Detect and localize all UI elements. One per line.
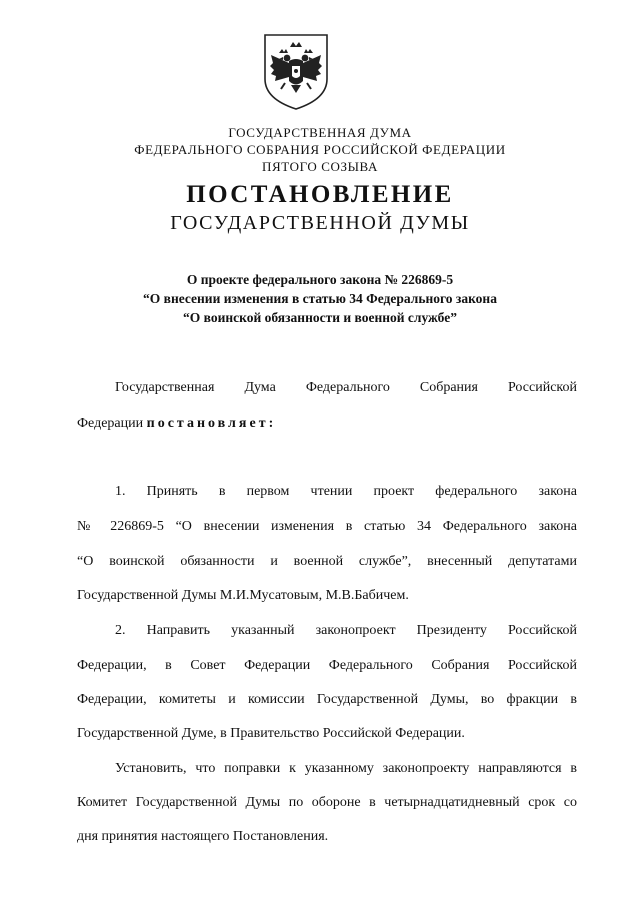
subject-line-2: “О внесении изменения в статью 34 Федерального закона: [143, 291, 497, 306]
paragraph-3-line-1: Установить, что поправки к указанному законопроекту направляются в: [115, 761, 577, 776]
subject-line-1: О проекте федерального закона № 226869-5: [186, 272, 454, 287]
paragraph-1-line-4: Государственной Думы М.И.Мусатовым, М.В.Бабичем.: [77, 588, 409, 603]
paragraph-3-line-2: Комитет Государственной Думы по обороне в четырнадцатидневный срок со: [77, 795, 577, 810]
org-name-line-2: ФЕДЕРАЛЬНОГО СОБРАНИЯ РОССИЙСКОЙ ФЕДЕРАЦИИ: [134, 142, 506, 157]
preamble-text: Федерации: [77, 416, 147, 431]
double-headed-eagle-emblem-icon: [263, 33, 329, 111]
paragraph-1-line-2: № 226869-5 “О внесении изменения в статью 34 Федерального закона: [77, 519, 577, 534]
paragraph-1-line-3: “О воинской обязанности и военной службе”, внесенный депутатами: [77, 554, 577, 569]
org-name-line-1: ГОСУДАРСТВЕННАЯ ДУМА: [228, 125, 412, 140]
paragraph-2-line-2: Федерации, в Совет Федерации Федерального Собрания Российской: [77, 658, 577, 673]
paragraph-1-line-1: 1. Принять в первом чтении проект федерального закона: [115, 484, 577, 499]
paragraph-2-line-1: 2. Направить указанный законопроект Президенту Российской: [115, 623, 577, 638]
subject-line-3: “О воинской обязанности и военной службе”: [183, 310, 457, 325]
paragraph-2-line-4: Государственной Думе, в Правительство Российской Федерации.: [77, 726, 465, 741]
convocation-line: ПЯТОГО СОЗЫВА: [262, 159, 378, 174]
paragraph-2-line-3: Федерации, комитеты и комиссии Государственной Думы, во фракции в: [77, 692, 577, 707]
resolves-word: постановляет:: [146, 416, 277, 431]
document-subtitle: ГОСУДАРСТВЕННОЙ ДУМЫ: [170, 212, 470, 234]
preamble-line-2: [77, 415, 577, 433]
preamble-line-1: Государственная Дума Федерального Собрания Российской: [115, 380, 577, 395]
paragraph-3-line-3: дня принятия настоящего Постановления.: [77, 829, 329, 844]
document-title: ПОСТАНОВЛЕНИЕ: [186, 181, 454, 208]
